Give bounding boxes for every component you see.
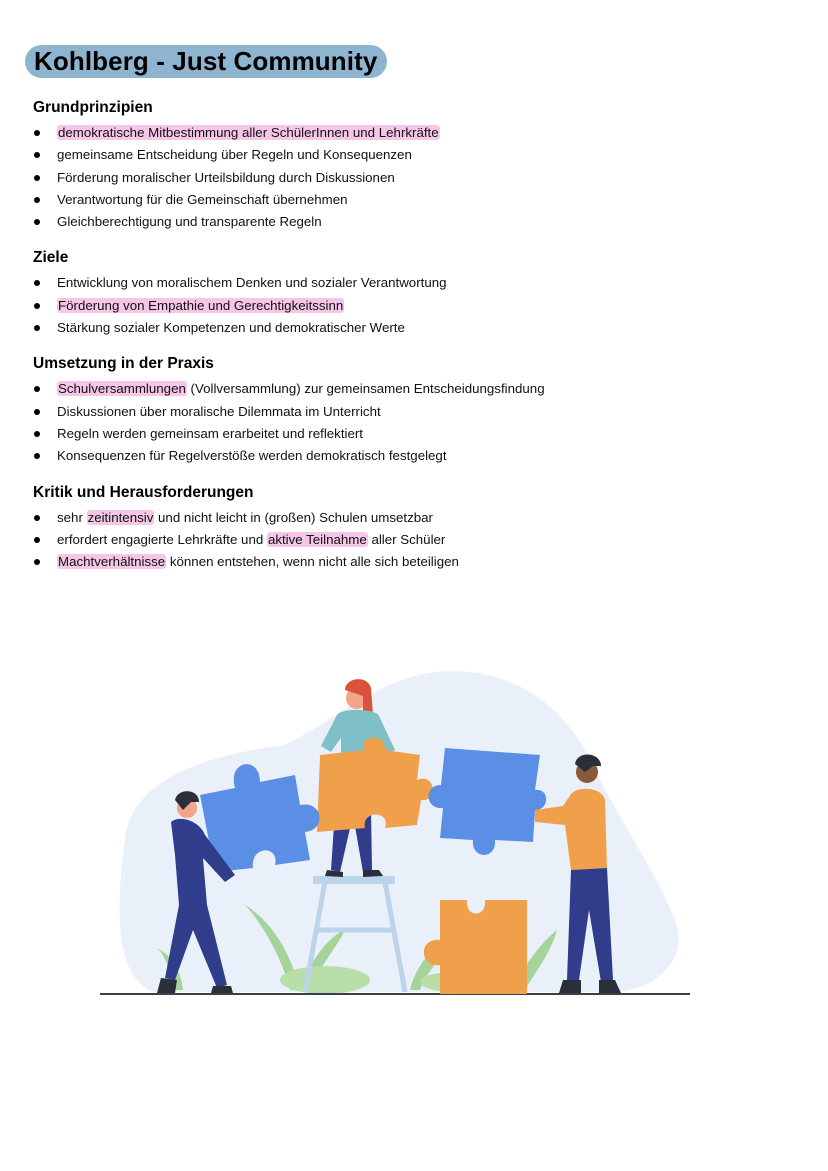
page-title: Kohlberg - Just Community [34, 46, 378, 76]
list-item [33, 378, 803, 400]
list-item [33, 445, 803, 467]
item-text: (Vollversammlung) zur gemeinsamen Entscheidungsfindung [186, 381, 545, 397]
bullet-icon [34, 280, 40, 286]
section [33, 248, 803, 339]
list-item [33, 211, 803, 233]
bullet-icon [34, 386, 40, 392]
list-item [33, 507, 803, 529]
bullet-icon [34, 130, 40, 136]
bullet-icon [34, 152, 40, 158]
item-text: Stärkung sozialer Kompetenzen und demokratischer Werte [57, 320, 405, 336]
section-heading: Kritik und Herausforderungen [33, 483, 254, 501]
item-text: und nicht leicht in (großen) Schulen umsetzbar [154, 509, 433, 525]
bullet-icon [34, 219, 40, 225]
item-text: Konsequenzen für Regelverstöße werden demokratisch festgelegt [57, 448, 447, 464]
list-item [33, 317, 803, 339]
highlighted-text: zeitintensiv [87, 509, 154, 525]
item-text: Verantwortung für die Gemeinschaft übernehmen [57, 191, 348, 207]
list-item [33, 189, 803, 211]
bullet-icon [34, 197, 40, 203]
bullet-icon [34, 537, 40, 543]
bullet-icon [34, 409, 40, 415]
bullet-list [33, 378, 803, 467]
item-text: gemeinsame Entscheidung über Regeln und Konsequenzen [57, 147, 412, 163]
item-text: Entwicklung von moralischem Denken und sozialer Verantwortung [57, 275, 447, 291]
list-item [33, 295, 803, 317]
highlighted-text: Machtverhältnisse [58, 554, 166, 570]
title-pill [25, 45, 387, 78]
item-text: Regeln werden gemeinsam erarbeitet und reflektiert [57, 425, 363, 441]
bullet-list [33, 507, 803, 574]
list-item [33, 167, 803, 189]
item-text: erfordert engagierte Lehrkräfte und [57, 531, 267, 547]
section-heading: Grundprinzipien [33, 99, 153, 116]
highlighted-text: Förderung von Empathie und Gerechtigkeitssinn [58, 297, 344, 313]
list-item [33, 272, 803, 294]
bullet-icon [34, 515, 40, 521]
section [33, 354, 803, 467]
list-item [33, 423, 803, 445]
item-text: Diskussionen über moralische Dilemmata im Unterricht [57, 403, 381, 419]
highlighted-text: Schulversammlungen [58, 381, 186, 397]
highlighted-text: demokratische Mitbestimmung aller SchülerInnen und Lehrkräfte [58, 125, 439, 140]
list-item [33, 144, 803, 166]
section [33, 483, 803, 574]
bullet-icon [34, 325, 40, 331]
bullet-list [33, 272, 803, 339]
bullet-icon [34, 559, 40, 565]
teamwork-puzzle-illustration [95, 660, 695, 1005]
item-text: Förderung moralischer Urteilsbildung durch Diskussionen [57, 169, 395, 185]
bullet-icon [34, 453, 40, 459]
list-item [33, 529, 803, 551]
item-text: Gleichberechtigung und transparente Regeln [57, 214, 322, 230]
item-text: können entstehen, wenn nicht alle sich beteiligen [166, 554, 459, 570]
item-text: aller Schüler [367, 531, 446, 547]
bullet-list [33, 122, 803, 233]
section [33, 98, 803, 233]
bullet-icon [34, 175, 40, 181]
bullet-icon [34, 303, 40, 309]
list-item [33, 122, 803, 144]
list-item [33, 401, 803, 423]
item-text: sehr [57, 509, 87, 525]
notes-content [33, 98, 803, 588]
highlighted-text: aktive Teilnahme [267, 531, 367, 547]
bullet-icon [34, 431, 40, 437]
section-heading: Ziele [33, 249, 69, 267]
list-item [33, 551, 803, 573]
section-heading: Umsetzung in der Praxis [33, 355, 214, 373]
